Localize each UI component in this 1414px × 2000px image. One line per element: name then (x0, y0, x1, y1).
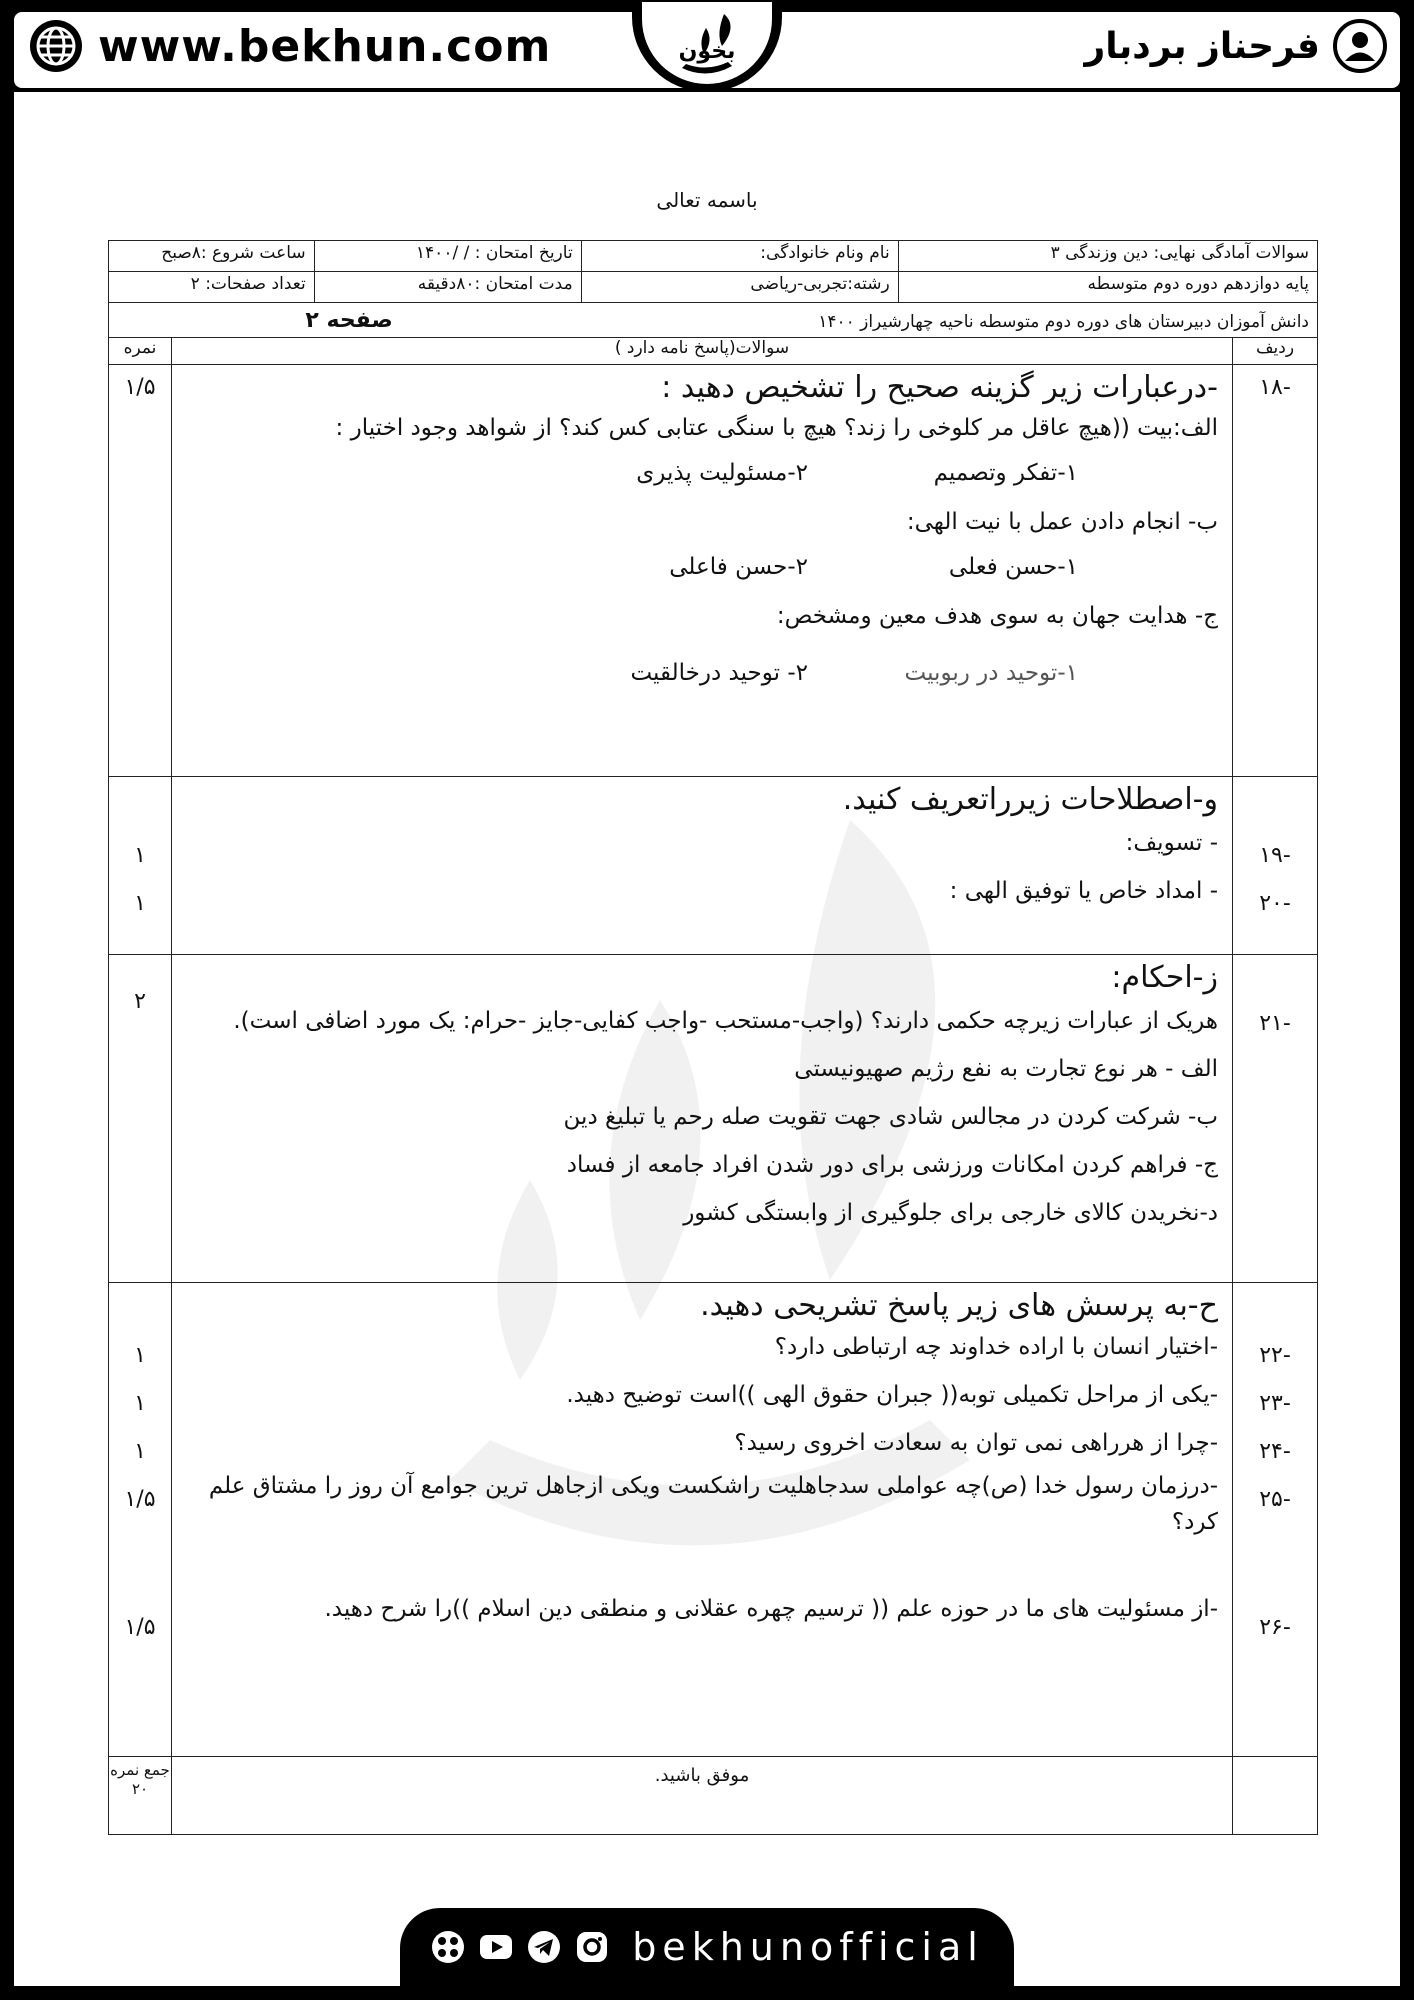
question-18-row (109, 365, 1318, 777)
descriptive-scores (109, 1283, 172, 1757)
globe-icon (28, 18, 84, 74)
question-number: -۲۲ (1259, 1342, 1291, 1368)
question-score: ۱/۵ (124, 1487, 156, 1512)
ahkam-row (109, 955, 1318, 1283)
question-number: -۱۹ (1259, 842, 1291, 868)
social-bar (400, 1908, 1014, 1986)
option-2[interactable]: ۲- توحید درخالقیت (630, 660, 808, 686)
question-number: -۱۸ (1233, 365, 1318, 777)
page-count: تعداد صفحات: ۲ (109, 272, 315, 303)
basmala: باسمه تعالی (656, 188, 758, 212)
ahkam-item: الف - هر نوع تجارت به نفع رژیم صهیونیستی (794, 1055, 1218, 1082)
social-handle[interactable]: bekhunofficial (632, 1925, 984, 1969)
footer-row (109, 1757, 1318, 1835)
descriptive-question: -اختیار انسان با اراده خداوند چه ارتباطی دارد؟ (774, 1333, 1218, 1360)
question-text: هریک از عبارات زیرچه حکمی دارند؟ (واجب-مستحب -واجب کفایی-جایز -حرام: یک مورد اضافی است). (233, 1007, 1218, 1034)
question-score: ۱ (134, 1390, 146, 1416)
section-title: ز-احکام: (1111, 960, 1218, 995)
col-row-header: ردیف (1233, 338, 1318, 365)
header-row-2 (109, 272, 1318, 303)
course-title: سوالات آمادگی نهایی: دین وزندگی ۳ (898, 241, 1317, 272)
question-number: -۲۵ (1259, 1487, 1291, 1512)
descriptive-question: -یکی از مراحل تکمیلی توبه(( جبران حقوق الهی ))است توضیح دهید. (566, 1381, 1218, 1408)
question-number: -۲۱ (1233, 955, 1318, 1283)
grade-level: پایه دوازدهم دوره دوم متوسطه (898, 272, 1317, 303)
question-score: ۲ (109, 955, 172, 1283)
total-value: ۲۰ (131, 1779, 149, 1798)
total-label: جمع نمره (110, 1761, 170, 1779)
definitions-numbers (1233, 777, 1318, 955)
start-time: ساعت شروع :۸صبح (109, 241, 315, 272)
question-text: ج- هدایت جهان به سوی هدف معین ومشخص: (776, 603, 1218, 629)
website-link[interactable] (28, 18, 551, 74)
exam-table (108, 240, 1318, 1835)
definitions-row (109, 777, 1318, 955)
bekhun-logo[interactable] (662, 6, 752, 84)
descriptive-question: -درزمان رسول خدا (ص)چه عواملی سدجاهلیت راشکست ویکی ازجاهل ترین جوامع آن روز را مشتاق علم کرد؟ (208, 1473, 1218, 1535)
descriptive-body (172, 1283, 1233, 1757)
name-field[interactable]: نام ونام خانوادگی: (581, 241, 898, 272)
telegram-icon[interactable] (526, 1929, 562, 1965)
question-number: -۲۰ (1259, 890, 1291, 916)
option-1[interactable]: ۱-تفکر وتصمیم (933, 460, 1078, 486)
aparat-icon[interactable] (430, 1929, 466, 1965)
question-score: ۱/۵ (124, 1614, 156, 1640)
school-name: دانش آموزان دبیرستان های دوره دوم متوسطه ناحیه چهارشیراز ۱۴۰۰ (818, 311, 1309, 332)
options-row (186, 462, 1218, 485)
study-field: رشته:تجربی-ریاضی (581, 272, 898, 303)
website-text: www.bekhun.com (98, 20, 552, 72)
exam-duration: مدت امتحان :۸۰دقیقه (314, 272, 581, 303)
question-number: -۲۶ (1259, 1614, 1291, 1640)
section-title: ح-به پرسش های زیر پاسخ تشریحی دهید. (700, 1288, 1218, 1323)
definition-item: - تسویف: (1125, 829, 1218, 856)
header-row-3 (109, 303, 1318, 338)
section-title: -درعبارات زیر گزینه صحیح را تشخیص دهید : (661, 370, 1218, 405)
question-score: ۱/۵ (109, 365, 172, 777)
ahkam-item: ب- شرکت کردن در مجالس شادی جهت تقویت صله رحم یا تبلیغ دین (563, 1103, 1218, 1130)
good-luck-message: موفق باشید. (172, 1757, 1233, 1835)
definitions-body (172, 777, 1233, 955)
author-name: فرحناز بردبار (1084, 25, 1320, 67)
question-18-body (172, 365, 1233, 777)
question-score: ۱ (134, 1342, 146, 1368)
definition-item: - امداد خاص یا توفیق الهی : (949, 877, 1218, 904)
descriptive-question: -از مسئولیت های ما در حوزه علم (( ترسیم چهره عقلانی و منطقی دین اسلام ))را شرح دهید. (324, 1595, 1218, 1622)
exam-date: تاریخ امتحان : / /۱۴۰۰ (314, 241, 581, 272)
ahkam-body (172, 955, 1233, 1283)
definitions-scores (109, 777, 172, 955)
option-2[interactable]: ۲-مسئولیت پذیری (636, 460, 808, 486)
question-number: -۲۳ (1259, 1390, 1291, 1416)
question-text: ب- انجام دادن عمل با نیت الهی: (906, 509, 1218, 535)
question-score: ۱ (134, 890, 146, 916)
option-1[interactable]: ۱-توحید در ربوبیت (904, 660, 1078, 686)
youtube-icon[interactable] (478, 1929, 514, 1965)
descriptive-question: -چرا از هرراهی نمی توان به سعادت اخروی رسید؟ (734, 1429, 1218, 1456)
question-score: ۱ (134, 842, 146, 868)
ahkam-item: ج- فراهم کردن امکانات ورزشی برای دور شدن افراد جامعه از فساد (566, 1151, 1218, 1178)
bottom-bar (0, 1986, 1414, 2000)
option-1[interactable]: ۱-حسن فعلی (948, 554, 1078, 580)
ahkam-item: د-نخریدن کالای خارجی برای جلوگیری از وابستگی کشور (683, 1199, 1218, 1226)
option-2[interactable]: ۲-حسن فاعلی (669, 554, 808, 580)
logo-text: بخون (678, 39, 736, 64)
question-number: -۲۴ (1259, 1438, 1291, 1464)
col-questions-header: سوالات(پاسخ نامه دارد ) (172, 338, 1233, 365)
author-badge (1084, 18, 1388, 74)
column-header-row (109, 338, 1318, 365)
total-score-cell (109, 1757, 172, 1835)
descriptive-row (109, 1283, 1318, 1757)
question-text: الف:بیت ((هیچ عاقل مر کلوخی را زند؟ هیچ با سنگی عتابی کس کند؟ از شواهد وجود اختیار : (335, 415, 1218, 441)
instagram-icon[interactable] (574, 1929, 610, 1965)
header-row-1 (109, 241, 1318, 272)
page-label: صفحه ۲ (305, 307, 393, 333)
col-score-header: نمره (109, 338, 172, 365)
section-title: و-اصطلاحات زیرراتعریف کنید. (842, 782, 1218, 817)
descriptive-numbers (1233, 1283, 1318, 1757)
footer-empty-cell (1233, 1757, 1318, 1835)
user-icon (1332, 18, 1388, 74)
school-line (109, 303, 1318, 338)
question-score: ۱ (134, 1438, 146, 1464)
options-row (186, 662, 1218, 685)
options-row (186, 556, 1218, 579)
